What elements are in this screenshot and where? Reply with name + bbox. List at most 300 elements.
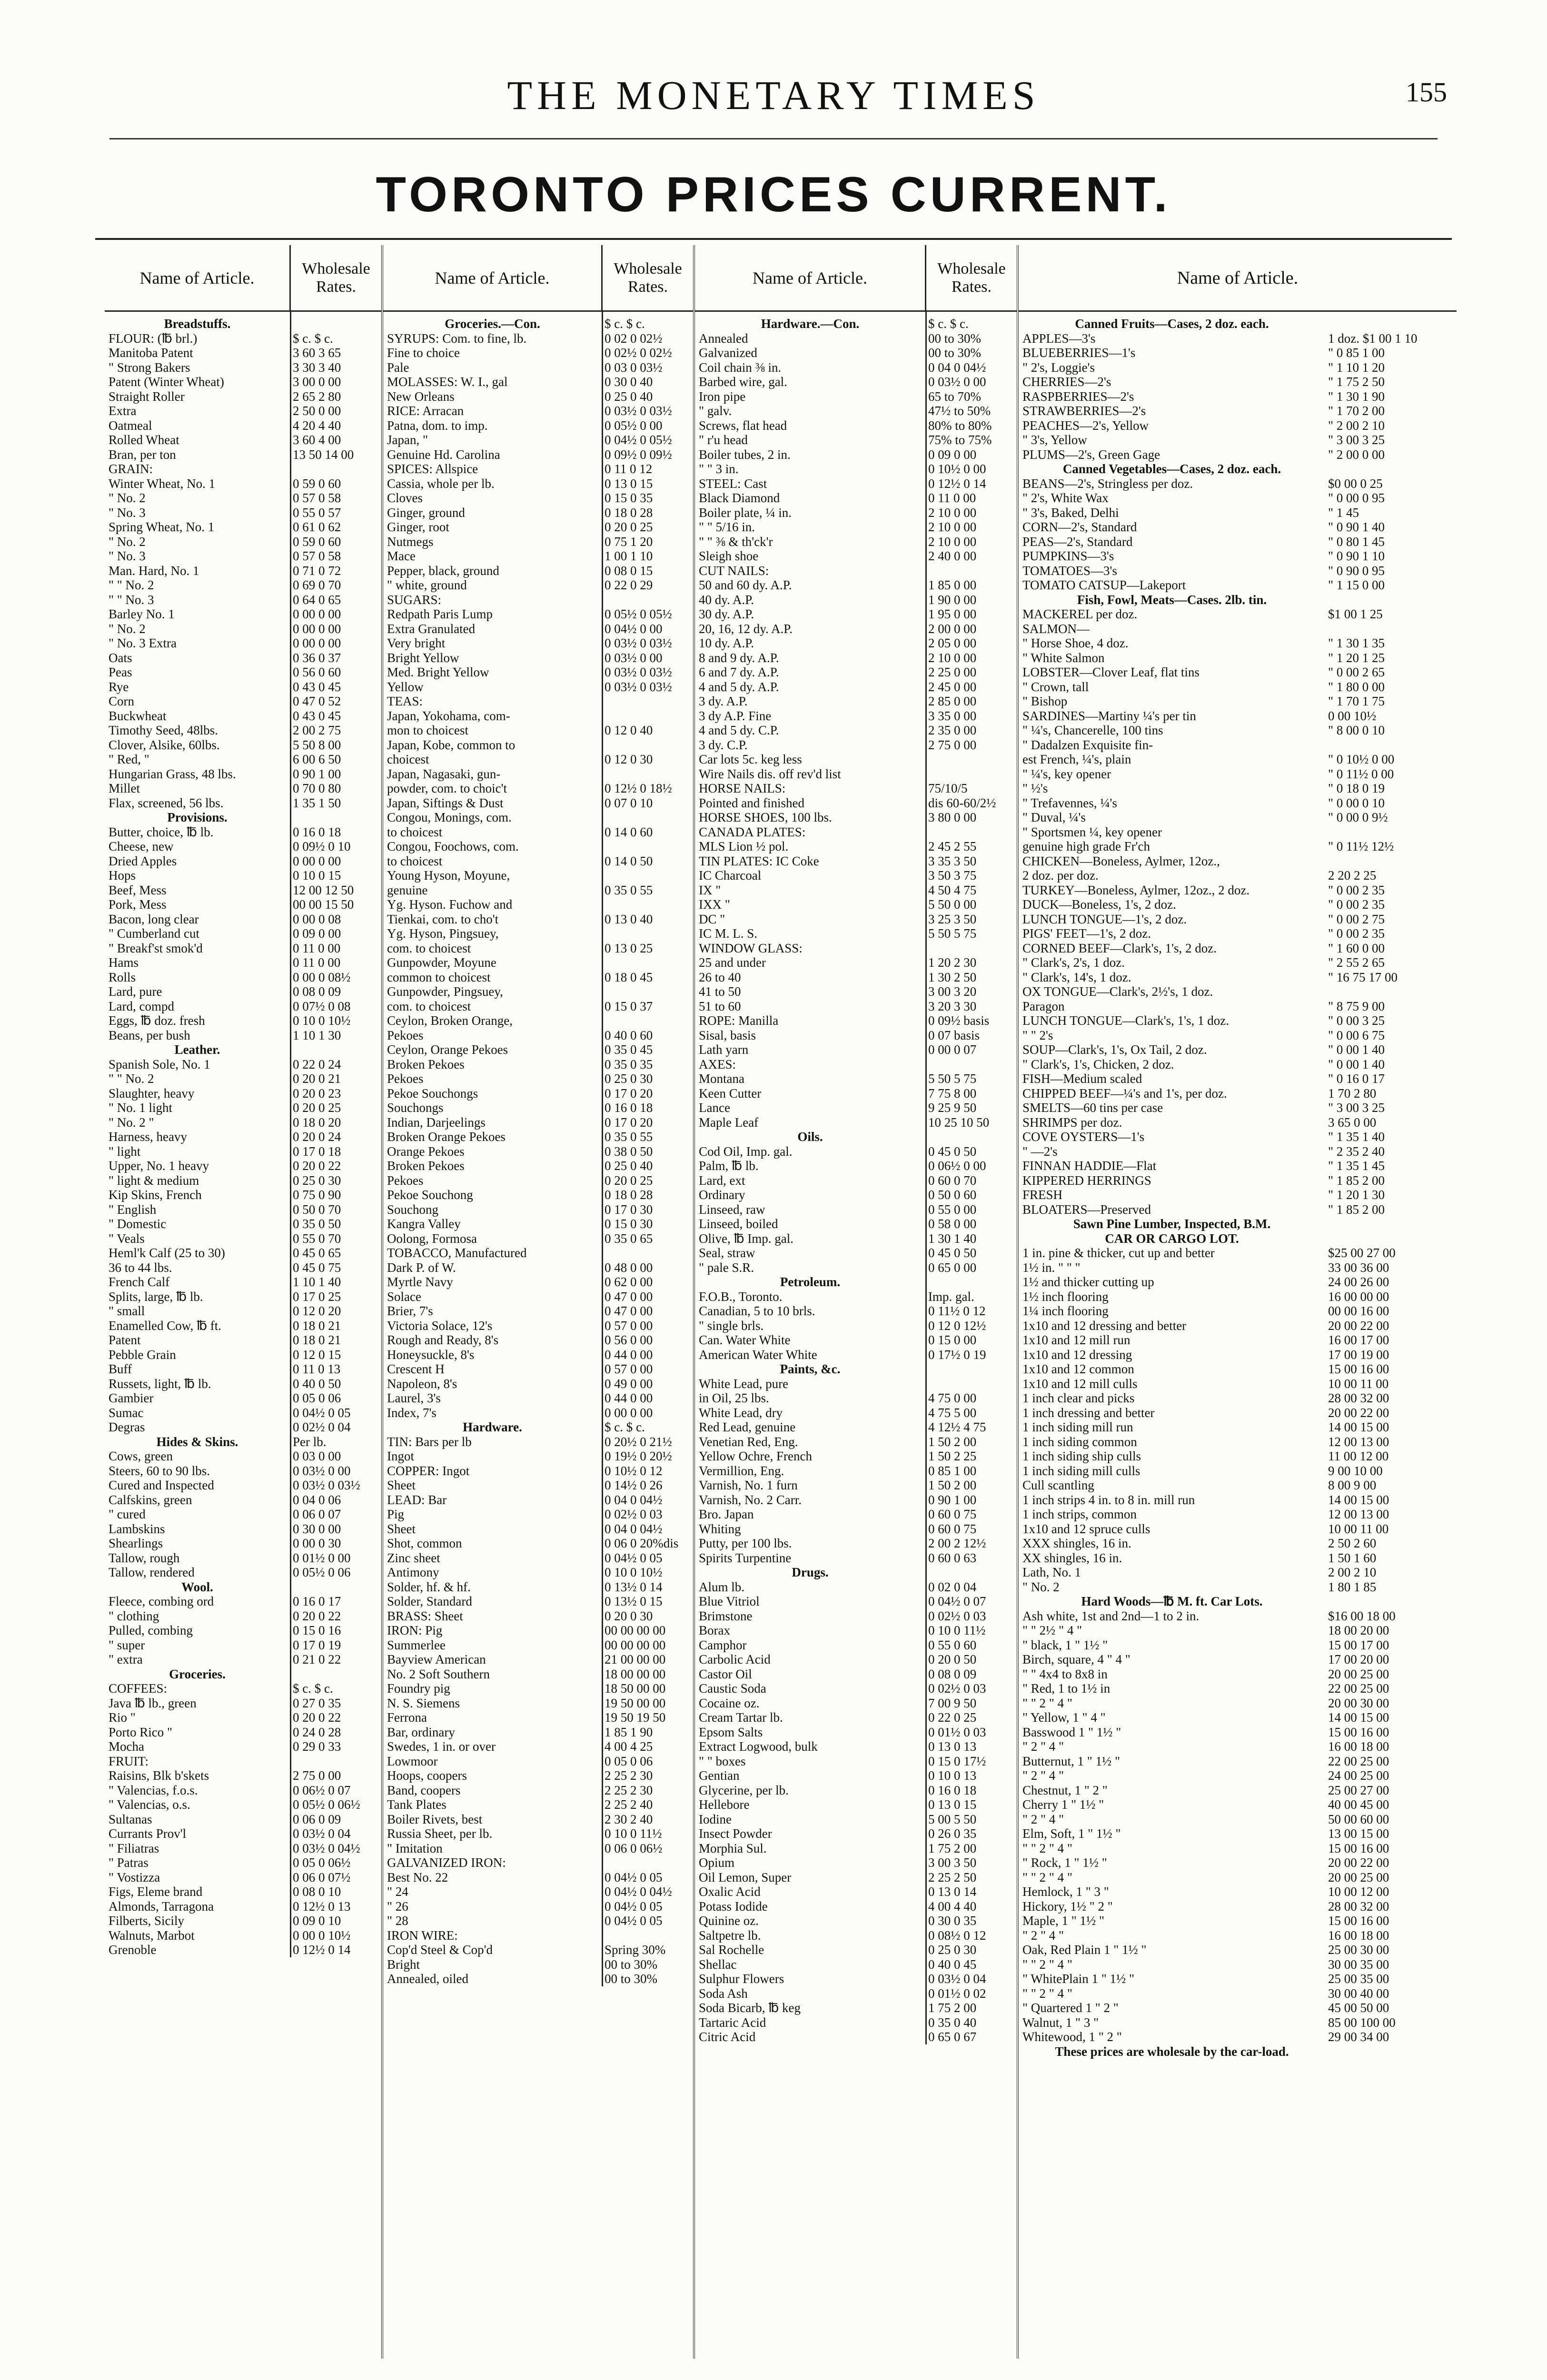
article-name: Harness, heavy — [109, 1130, 187, 1144]
price-row — [695, 970, 1017, 985]
wholesale-rate: 0 26 0 35 — [928, 1826, 977, 1841]
price-row — [105, 1652, 381, 1667]
wholesale-rate: 9 00 10 00 — [1328, 1463, 1383, 1478]
price-row — [695, 1551, 1017, 1566]
wholesale-rate: 0 11½ 0 12 — [928, 1304, 986, 1318]
price-row — [383, 1231, 693, 1246]
article-name: FLOUR: (℔ brl.) — [109, 331, 198, 346]
article-name: Extract Logwood, bulk — [699, 1739, 818, 1754]
wholesale-rate — [1325, 825, 1457, 840]
wholesale-rate: 75/10/5 — [928, 781, 968, 795]
masthead: THE MONETARY TIMES — [507, 72, 1040, 118]
article-name: Eggs, ℔ doz. fresh — [109, 1013, 205, 1028]
price-row — [695, 1725, 1017, 1740]
wholesale-rate: $ c. $ c. — [605, 317, 645, 331]
article-name: " 28 — [387, 1914, 408, 1928]
wholesale-rate: 0 35 0 55 — [605, 883, 653, 897]
article-name: Cassia, whole per lb. — [387, 476, 495, 491]
price-row — [383, 1042, 693, 1057]
wholesale-rate: 0 02 0 04 — [928, 1579, 977, 1594]
article-name: Citric Acid — [699, 2030, 756, 2044]
wholesale-rate: 2 10 0 00 — [928, 650, 977, 665]
price-row — [695, 941, 1017, 956]
wholesale-rate: 0 36 0 37 — [293, 650, 341, 665]
wholesale-rate: 0 35 0 45 — [605, 1042, 653, 1057]
article-name: COPPER: Ingot — [387, 1463, 470, 1478]
article-name: Pointed and finished — [699, 795, 804, 810]
wholesale-rate: 0 00 0 08½ — [293, 970, 351, 984]
price-row — [105, 1057, 381, 1072]
wholesale-rate: 1 30 2 50 — [928, 970, 977, 984]
wholesale-rate: 0 17 0 20 — [605, 1115, 653, 1130]
price-column-3 — [695, 245, 1019, 2359]
wholesale-rate: 0 03½ 0 00 — [605, 650, 663, 665]
price-row — [1019, 1754, 1457, 1769]
article-name: PIGS' FEET—1's, 2 doz. — [1022, 926, 1151, 941]
wholesale-rate: 1 50 2 25 — [928, 1449, 977, 1463]
article-name: Pork, Mess — [109, 897, 167, 912]
article-name: Millet — [109, 781, 140, 795]
wholesale-rate: $ c. $ c. — [605, 1420, 645, 1434]
article-name: Iron pipe — [699, 389, 746, 404]
wholesale-rate: 0 75 0 90 — [293, 1188, 341, 1202]
article-name: Sisal, basis — [699, 1028, 756, 1042]
article-name: Rolls — [109, 970, 136, 984]
wholesale-rate: " 0 00 2 35 — [1328, 926, 1385, 941]
article-name: PLUMS—2's, Green Gage — [1022, 447, 1160, 462]
price-row — [695, 1188, 1017, 1202]
price-row — [695, 738, 1017, 753]
price-row — [105, 1362, 381, 1377]
article-name: 1x10 and 12 mill culls — [1022, 1376, 1138, 1391]
wholesale-rate: 1 75 2 00 — [928, 2001, 977, 2015]
wholesale-rate — [602, 984, 693, 999]
wholesale-rate: 0 05 0 06½ — [293, 1855, 351, 1870]
wholesale-rate — [925, 1057, 1017, 1072]
price-row — [105, 1144, 381, 1159]
article-name: " No. 2 — [1022, 1579, 1060, 1594]
article-name: " ½'s — [1022, 781, 1048, 795]
price-row — [105, 1522, 381, 1537]
wholesale-rate — [1325, 593, 1457, 607]
article-name: Foundry pig — [387, 1681, 450, 1696]
wholesale-rate: 0 48 0 00 — [605, 1260, 653, 1275]
article-name: Buff — [109, 1362, 132, 1376]
wholesale-rate: 1 95 0 00 — [928, 607, 977, 621]
wholesale-rate: 0 13½ 0 14 — [605, 1579, 663, 1594]
price-row — [105, 1783, 381, 1798]
wholesale-rate: 0 20 0 22 — [293, 1608, 341, 1623]
article-name: SMELTS—60 tins per case — [1022, 1101, 1163, 1115]
wholesale-rate: 0 20 0 23 — [293, 1086, 341, 1101]
article-name: " 2 " 4 " — [1022, 1928, 1064, 1943]
article-name: Index, 7's — [387, 1405, 436, 1420]
wholesale-rate: 0 20 0 24 — [293, 1130, 341, 1144]
wholesale-rate: 0 90 1 00 — [293, 766, 341, 781]
article-name: SALMON— — [1022, 621, 1090, 636]
article-name: Broken Pekoes — [387, 1057, 465, 1071]
price-row — [105, 1565, 381, 1580]
wholesale-rate: 2 00 2 12½ — [928, 1536, 986, 1550]
price-row — [695, 709, 1017, 724]
price-row — [695, 331, 1017, 346]
wholesale-rate: Spring 30% — [605, 1943, 666, 1957]
article-name: Congou, Monings, com. — [387, 810, 512, 824]
wholesale-rate: 28 00 32 00 — [1328, 1391, 1389, 1405]
price-row — [695, 796, 1017, 811]
wholesale-rate: 0 03½ 0 00 — [928, 375, 986, 389]
price-row — [383, 578, 693, 593]
wholesale-rate: 0 61 0 62 — [293, 520, 341, 534]
column-header-rates: Wholesale Rates. — [925, 245, 1017, 310]
wholesale-rate — [925, 941, 1017, 956]
article-name: IRON WIRE: — [387, 1928, 458, 1943]
article-name: Soda Bicarb, ℔ keg — [699, 2001, 801, 2015]
article-name: COVE OYSTERS—1's — [1022, 1130, 1145, 1144]
price-row — [383, 331, 693, 346]
wholesale-rate: 0 17 0 25 — [293, 1289, 341, 1304]
price-row — [105, 1754, 381, 1769]
price-row — [1019, 1101, 1457, 1115]
price-row — [1019, 651, 1457, 665]
wholesale-rate: 0 03 0 03½ — [605, 360, 663, 375]
price-row — [105, 506, 381, 520]
article-name: " Valencias, o.s. — [109, 1797, 190, 1812]
wholesale-rate: " 1 60 0 00 — [1328, 941, 1385, 955]
section-heading — [695, 317, 1017, 331]
wholesale-rate: 45 00 50 00 — [1328, 2001, 1389, 2015]
price-row — [1019, 1449, 1457, 1464]
price-row — [105, 1623, 381, 1638]
article-name: 4 and 5 dy. C.P. — [699, 723, 779, 737]
article-name: Morphia Sul. — [699, 1841, 767, 1855]
article-name: " No. 3 Extra — [109, 636, 177, 650]
wholesale-rate: 16 00 00 00 — [1328, 1289, 1389, 1304]
article-name: Ceylon, Orange Pekoes — [387, 1042, 508, 1057]
price-row — [105, 418, 381, 433]
price-row — [695, 1928, 1017, 1943]
section-heading-label: These prices are wholesale by the car-load. — [1055, 2044, 1289, 2059]
wholesale-rate: 0 44 0 00 — [605, 1391, 653, 1405]
price-row — [1019, 535, 1457, 549]
price-row — [1019, 1507, 1457, 1522]
wholesale-rate — [1325, 317, 1457, 331]
price-row — [105, 1130, 381, 1144]
price-row — [695, 1768, 1017, 1783]
wholesale-rate: 4 00 4 40 — [928, 1899, 977, 1914]
article-name: IXX " — [699, 897, 730, 912]
section-heading-label: Breadstuffs. — [164, 317, 231, 331]
wholesale-rate: 0 20 0 25 — [605, 520, 653, 534]
wholesale-rate: 0 09½ basis — [928, 1013, 990, 1028]
article-name: BLOATERS—Preserved — [1022, 1202, 1151, 1217]
wholesale-rate: 0 02½ 0 03 — [928, 1681, 986, 1696]
wholesale-rate — [1325, 1231, 1457, 1246]
price-row — [695, 1071, 1017, 1086]
article-name: SPICES: Allspice — [387, 462, 478, 476]
price-row — [105, 1551, 381, 1566]
article-name: " " No. 2 — [109, 1071, 154, 1086]
price-row — [1019, 1333, 1457, 1348]
article-name: " black, 1 " 1½ " — [1022, 1637, 1108, 1652]
wholesale-rate: 0 29 0 33 — [293, 1739, 341, 1754]
wholesale-rate — [925, 767, 1017, 782]
price-row — [1019, 1812, 1457, 1827]
article-name: Beans, per bush — [109, 1028, 190, 1042]
article-name: " Bishop — [1022, 694, 1068, 708]
price-row — [695, 1173, 1017, 1188]
price-row — [695, 506, 1017, 520]
price-row — [695, 1957, 1017, 1972]
wholesale-rate: $25 00 27 00 — [1328, 1246, 1396, 1260]
article-name: " 2 " 4 " — [1022, 1739, 1064, 1754]
price-row — [105, 1899, 381, 1914]
article-name: 1½ and thicker cutting up — [1022, 1275, 1154, 1289]
article-name: " " ⅜ & th'ck'r — [699, 534, 773, 549]
price-row — [695, 665, 1017, 680]
price-column-1 — [105, 245, 383, 2359]
wholesale-rate: 0 60 0 75 — [928, 1507, 977, 1521]
price-row — [383, 1739, 693, 1754]
wholesale-rate: 0 02½ 0 02½ — [605, 346, 672, 360]
wholesale-rate — [290, 810, 381, 825]
wholesale-rate: 0 40 0 45 — [928, 1957, 977, 1972]
wholesale-rate: 0 05 0 06 — [605, 1754, 653, 1768]
section-heading-label: Hides & Skins. — [156, 1434, 238, 1449]
article-name: Ginger, root — [387, 520, 449, 534]
wholesale-rate: 0 06 0 07½ — [293, 1870, 351, 1884]
wholesale-rate: 0 08½ 0 12 — [928, 1928, 986, 1943]
article-name: Kangra Valley — [387, 1217, 461, 1231]
article-name: Raisins, Blk b'skets — [109, 1768, 209, 1783]
price-row — [695, 1681, 1017, 1696]
price-row — [383, 738, 693, 753]
wholesale-rate: 0 05½ 0 05½ — [605, 607, 672, 621]
article-name: 3 dy. C.P. — [699, 737, 748, 752]
wholesale-rate: 0 35 0 55 — [605, 1130, 653, 1144]
wholesale-rate: 2 00 2 10 — [1328, 1565, 1377, 1579]
section-heading — [1019, 1594, 1457, 1609]
price-row — [105, 593, 381, 607]
price-row — [105, 1609, 381, 1624]
article-name: " 24 — [387, 1884, 408, 1899]
price-row — [695, 999, 1017, 1014]
wholesale-rate: 0 43 0 45 — [293, 679, 341, 694]
price-row — [383, 1580, 693, 1595]
article-name: Brimstone — [699, 1608, 753, 1623]
wholesale-rate: 0 57 0 00 — [605, 1362, 653, 1376]
article-name: " ¼'s, Chancerelle, 100 tins — [1022, 723, 1163, 737]
article-name: Butternut, 1 " 1½ " — [1022, 1754, 1121, 1768]
wholesale-rate: 2 10 0 00 — [928, 520, 977, 534]
wholesale-rate: 0 18 0 28 — [605, 1188, 653, 1202]
price-row — [383, 1377, 693, 1391]
wholesale-rate: 0 15 0 00 — [928, 1333, 977, 1347]
article-name: Bro. Japan — [699, 1507, 754, 1521]
article-name: " clothing — [109, 1608, 159, 1623]
price-row — [695, 1594, 1017, 1609]
price-row — [1019, 2015, 1457, 2030]
article-name: RASPBERRIES—2's — [1022, 389, 1134, 404]
article-name: Fine to choice — [387, 346, 460, 360]
price-row — [695, 781, 1017, 796]
price-row — [105, 535, 381, 549]
price-row — [383, 1943, 693, 1957]
article-name: SUGARS: — [387, 592, 442, 607]
price-row — [105, 1115, 381, 1130]
article-name: Vermillion, Eng. — [699, 1463, 784, 1478]
price-row — [1019, 738, 1457, 753]
wholesale-rate: 1 50 2 00 — [928, 1478, 977, 1492]
article-name: Pekoes — [387, 1071, 424, 1086]
article-name: Swedes, 1 in. or over — [387, 1739, 496, 1754]
wholesale-rate: 0 16 0 17 — [293, 1594, 341, 1608]
price-row — [1019, 1071, 1457, 1086]
wholesale-rate: 0 11 0 12 — [605, 462, 653, 476]
wholesale-rate: 0 50 0 60 — [928, 1188, 977, 1202]
price-row — [1019, 854, 1457, 869]
article-name: Boiler tubes, 2 in. — [699, 447, 791, 462]
wholesale-rate: 0 06 0 20%dis — [605, 1536, 679, 1550]
section-heading-label: Hard Woods—℔ M. ft. Car Lots. — [1081, 1594, 1263, 1608]
price-row — [1019, 796, 1457, 811]
wholesale-rate: 0 09½ 0 10 — [293, 839, 351, 853]
price-row — [383, 723, 693, 738]
wholesale-rate: 3 35 0 00 — [928, 708, 977, 723]
article-name: 1 inch dressing and better — [1022, 1405, 1155, 1420]
article-name: Extra Granulated — [387, 621, 476, 636]
price-row — [105, 680, 381, 694]
price-row — [383, 1855, 693, 1870]
price-row — [695, 1855, 1017, 1870]
article-name: Heml'k Calf (25 to 30) — [109, 1246, 225, 1260]
wholesale-rate: 0 47 0 52 — [293, 694, 341, 708]
wholesale-rate: 0 57 0 58 — [293, 491, 341, 505]
wholesale-rate: " 0 00 2 75 — [1328, 912, 1385, 926]
article-name: 2 doz. per doz. — [1022, 868, 1099, 883]
wholesale-rate: 20 00 22 00 — [1328, 1318, 1389, 1333]
price-row — [1019, 1188, 1457, 1202]
article-name: Hams — [109, 955, 139, 970]
price-row — [1019, 1943, 1457, 1957]
price-row — [1019, 941, 1457, 956]
wholesale-rate: $16 00 18 00 — [1328, 1608, 1396, 1623]
wholesale-rate — [925, 564, 1017, 578]
wholesale-rate: 1 50 1 60 — [1328, 1550, 1377, 1565]
price-row — [383, 1914, 693, 1928]
price-row — [383, 1173, 693, 1188]
article-name: CANADA PLATES: — [699, 824, 806, 839]
wholesale-rate: 0 04½ 0 05 — [605, 1870, 663, 1884]
article-name: MACKEREL per doz. — [1022, 607, 1138, 621]
article-name: Hellebore — [699, 1797, 750, 1812]
wholesale-rate: 0 04½ 0 04½ — [605, 1884, 672, 1899]
wholesale-rate: " 1 75 2 50 — [1328, 375, 1385, 389]
article-name: F.O.B., Toronto. — [699, 1289, 783, 1304]
price-row — [383, 651, 693, 665]
article-name: Grenoble — [109, 1943, 157, 1957]
wholesale-rate: 0 17 0 18 — [293, 1144, 341, 1159]
price-row — [1019, 1957, 1457, 1972]
article-name: TIN: Bars per lb — [387, 1434, 472, 1449]
article-name: Maple, 1 " 1½ " — [1022, 1914, 1105, 1928]
article-name: Spring Wheat, No. 1 — [109, 520, 215, 534]
article-name: com. to choicest — [387, 999, 471, 1013]
price-row — [695, 1580, 1017, 1595]
article-name: Brier, 7's — [387, 1304, 433, 1318]
column-header-name: Name of Article. — [139, 268, 255, 288]
wholesale-rate: 13 50 14 00 — [293, 447, 354, 462]
price-row — [695, 1013, 1017, 1028]
wholesale-rate — [290, 462, 381, 476]
wholesale-rate: 3 00 0 00 — [293, 375, 341, 389]
column-header — [1019, 245, 1457, 312]
wholesale-rate: 0 07½ 0 08 — [293, 999, 351, 1013]
article-name: N. S. Siemens — [387, 1696, 460, 1710]
wholesale-rate: 0 16 0 18 — [605, 1101, 653, 1115]
wholesale-rate: " 0 00 1 40 — [1328, 1042, 1385, 1057]
article-name: Borax — [699, 1623, 730, 1637]
price-row — [105, 999, 381, 1014]
price-row — [105, 1855, 381, 1870]
price-row — [383, 1319, 693, 1333]
price-row — [105, 1681, 381, 1696]
article-name: Broken Pekoes — [387, 1159, 465, 1173]
section-heading — [1019, 1231, 1457, 1246]
wholesale-rate: " 0 16 0 17 — [1328, 1071, 1385, 1086]
section-heading — [383, 1420, 693, 1435]
column-body — [695, 312, 1017, 2044]
price-row — [1019, 1609, 1457, 1624]
wholesale-rate: 0 00 10½ — [1328, 708, 1377, 723]
price-row — [695, 854, 1017, 869]
article-name: Man. Hard, No. 1 — [109, 563, 199, 578]
price-row — [383, 1768, 693, 1783]
article-name: 41 to 50 — [699, 984, 741, 999]
price-row — [105, 1768, 381, 1783]
price-row — [1019, 1710, 1457, 1725]
article-name: CHICKEN—Boneless, Aylmer, 12oz., — [1022, 853, 1220, 868]
price-row — [105, 404, 381, 418]
wholesale-rate: " 1 70 1 75 — [1328, 694, 1385, 708]
price-row — [105, 1231, 381, 1246]
article-name: Young Hyson, Moyune, — [387, 868, 510, 883]
price-row — [383, 1870, 693, 1885]
price-row — [383, 1493, 693, 1507]
wholesale-rate: 0 09 0 00 — [928, 447, 977, 462]
wholesale-rate — [602, 839, 693, 854]
title-rule — [95, 238, 1452, 240]
price-row — [105, 912, 381, 927]
article-name: choicest — [387, 752, 429, 766]
price-row — [1019, 868, 1457, 883]
price-row — [1019, 1130, 1457, 1144]
wholesale-rate — [602, 926, 693, 941]
wholesale-rate: 00 to 30% — [605, 1972, 657, 1986]
section-heading — [695, 1565, 1017, 1580]
price-row — [383, 1841, 693, 1856]
article-name: Butter, choice, ℔ lb. — [109, 824, 214, 839]
article-name: " " 2 " 4 " — [1022, 1841, 1072, 1855]
article-name: Caustic Soda — [699, 1681, 766, 1696]
wholesale-rate: 2 85 0 00 — [928, 694, 977, 708]
price-row — [1019, 360, 1457, 375]
article-name: est French, ¼'s, plain — [1022, 752, 1131, 766]
wholesale-rate: 0 22 0 24 — [293, 1057, 341, 1071]
article-name: " super — [109, 1637, 145, 1652]
wholesale-rate: 0 13 0 14 — [928, 1884, 977, 1899]
wholesale-rate: 47½ to 50% — [928, 404, 991, 418]
